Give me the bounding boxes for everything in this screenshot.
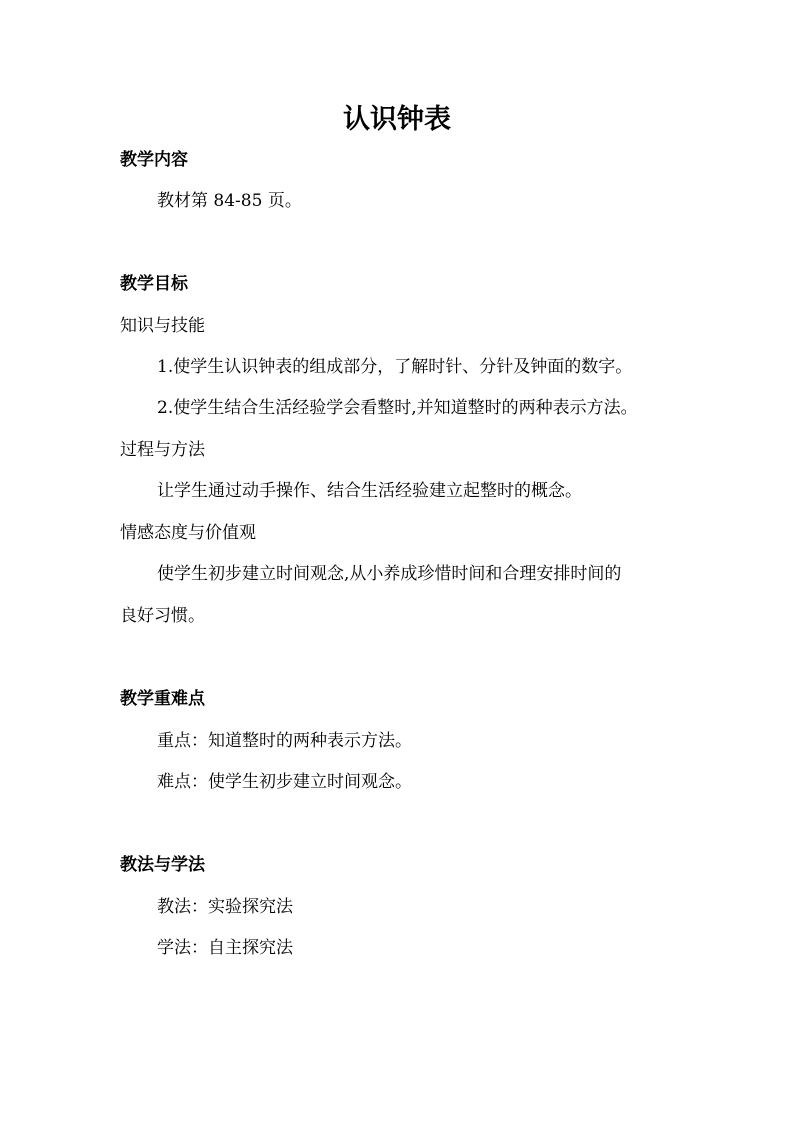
keypoint-difficulty: 难点：使学生初步建立时间观念。 <box>157 772 412 792</box>
section-heading-goals: 教学目标 <box>120 274 188 294</box>
section-heading-keypoints: 教学重难点 <box>120 689 205 709</box>
section-heading-content: 教学内容 <box>120 150 188 170</box>
section-heading-methods: 教法与学法 <box>120 855 205 875</box>
keypoint-key: 重点：知道整时的两种表示方法。 <box>157 731 412 751</box>
subheading-process: 过程与方法 <box>120 440 205 460</box>
content-text: 教材第 84-85 页。 <box>157 191 302 211</box>
method-learning: 学法：自主探究法 <box>157 938 293 958</box>
knowledge-item-1: 1.使学生认识钟表的组成部分，了解时针、分针及钟面的数字。 <box>157 357 633 377</box>
emotion-text-line-2: 良好习惯。 <box>120 606 205 626</box>
emotion-text-line-1: 使学生初步建立时间观念,从小养成珍惜时间和合理安排时间的 <box>157 564 622 584</box>
method-teaching: 教法：实验探究法 <box>157 897 293 917</box>
subheading-knowledge: 知识与技能 <box>120 316 205 336</box>
process-text: 让学生通过动手操作、结合生活经验建立起整时的概念。 <box>157 481 582 501</box>
document-title: 认识钟表 <box>343 104 451 135</box>
knowledge-item-2: 2.使学生结合生活经验学会看整时,并知道整时的两种表示方法。 <box>157 398 638 418</box>
subheading-emotion: 情感态度与价值观 <box>120 523 256 543</box>
